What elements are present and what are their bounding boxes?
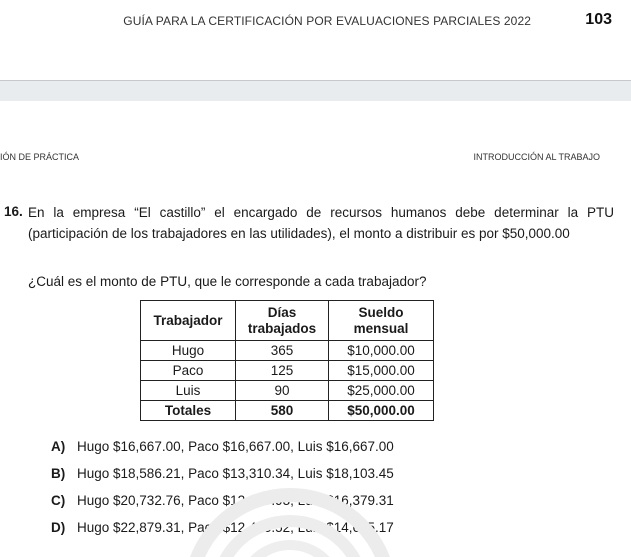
cell-name: Luis [141, 381, 236, 401]
table-row [141, 361, 434, 381]
cell-salary: $10,000.00 [329, 341, 434, 361]
option-a [51, 437, 394, 464]
header-dias: Días trabajados [236, 301, 329, 341]
table-row [141, 341, 434, 361]
watermark-seal-icon [180, 485, 400, 557]
workers-table [140, 300, 434, 421]
table-row [141, 381, 434, 401]
cell-name: Paco [141, 361, 236, 381]
header-trabajador: Trabajador [141, 301, 236, 341]
question-text: En la empresa “El castillo” el encargado de recursos humanos debe determinar la PTU (participación de los trabajadores en las utilidades), el monto a distribuir es por $50,000.00 [28, 205, 614, 241]
page-number: 103 [585, 11, 612, 28]
cell-total-label: Totales [141, 401, 236, 421]
cell-total-days: 580 [236, 401, 329, 421]
option-text: Hugo $20,732.76, Paco $12,887.93, Luis $16,379.31 [77, 493, 394, 508]
cell-days: 365 [236, 341, 329, 361]
table-header-row [141, 301, 434, 341]
table-total-row [141, 401, 434, 421]
section-label-left: IÓN DE PRÁCTICA [0, 152, 80, 162]
cell-days: 125 [236, 361, 329, 381]
option-text: Hugo $22,879.31, Paco $12,465.52, Luis $14,655.17 [77, 520, 394, 535]
option-letter: B) [51, 466, 66, 481]
option-text: Hugo $18,586.21, Paco $13,310.34, Luis $18,103.45 [77, 466, 394, 481]
header-sueldo: Sueldo mensual [329, 301, 434, 341]
cell-total-salary: $50,000.00 [329, 401, 434, 421]
header-title: GUÍA PARA LA CERTIFICACIÓN POR EVALUACIONES PARCIALES 2022 [123, 14, 531, 28]
header-band [0, 81, 631, 101]
cell-days: 90 [236, 381, 329, 401]
option-letter: A) [51, 439, 66, 454]
option-letter: D) [51, 520, 66, 535]
section-label-right: INTRODUCCIÓN AL TRABAJO [473, 152, 600, 162]
question-number: 16. [4, 204, 23, 219]
cell-salary: $15,000.00 [329, 361, 434, 381]
question-prompt: ¿Cuál es el monto de PTU, que le corresponde a cada trabajador? [28, 274, 427, 289]
option-letter: C) [51, 493, 66, 508]
cell-salary: $25,000.00 [329, 381, 434, 401]
cell-name: Hugo [141, 341, 236, 361]
option-text: Hugo $16,667.00, Paco $16,667.00, Luis $16,667.00 [77, 439, 394, 454]
